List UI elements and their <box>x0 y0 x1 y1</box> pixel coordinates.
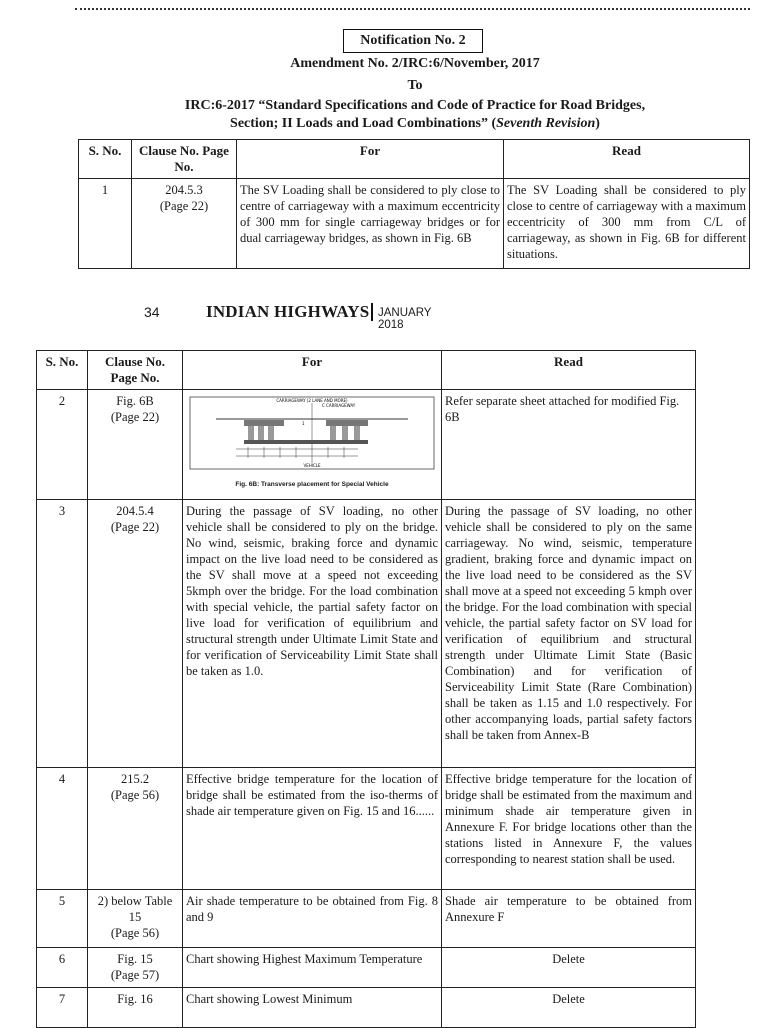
col-sno: S. No. <box>37 351 88 390</box>
row-clause: Fig. 6B (Page 22) <box>88 390 183 500</box>
table-row <box>37 500 696 768</box>
issue-date: JANUARY 2018 <box>378 307 432 331</box>
page-footer <box>60 302 460 331</box>
svg-text:C CARRIAGEWAY: C CARRIAGEWAY <box>322 403 356 408</box>
svg-text:1: 1 <box>302 421 305 426</box>
to-line: To <box>407 78 423 93</box>
col-for: For <box>237 140 504 179</box>
row-read: During the passage of SV loading, no other vehicle shall be considered to ply on the same carriageway. No wind, seismic, temperature gradient, braking force and dynamic impact on the live load need to be considered as the SV shall move at a speed not exceeding 5 kmph over the bridge. For the load combination with special vehicle, the partial safety factor on SV load for verification of equilibrium and structural strength under Ultimate Limit State (Basic Combination) and for verification of Serviceability Limit State (Rare Combination) shall be taken as 1.15 and 1.0 respectively. For other accompanying loads, partial safety factors shall be taken from Annex-B <box>442 500 696 768</box>
amendment-table-1 <box>78 139 750 269</box>
row-for: Chart showing Highest Maximum Temperature <box>183 948 442 988</box>
row-for: The SV Loading shall be considered to ply close to centre of carriageway with a maximum eccentricity of 300 mm for single carriageway bridges or for dual carriageway bridges, as shown in Fig. 6B <box>237 179 504 269</box>
row-read: Delete <box>442 988 696 1028</box>
table-row <box>37 768 696 890</box>
row-clause: Fig. 15 (Page 57) <box>88 948 183 988</box>
table-row <box>37 948 696 988</box>
row-clause: 2) below Table 15 (Page 56) <box>88 890 183 948</box>
svg-text:CARRIAGEWAY (2 LANE AND MORE): CARRIAGEWAY (2 LANE AND MORE) <box>276 398 348 403</box>
row-sno: 5 <box>37 890 88 948</box>
figure-6b-diagram <box>186 393 438 473</box>
table-header-row <box>79 140 750 179</box>
figure-caption: Fig. 6B: Transverse placement for Special Vehicle <box>235 481 389 488</box>
magazine-name: INDIAN HIGHWAYS <box>206 302 370 321</box>
row-for: During the passage of SV loading, no other vehicle shall be considered to ply on the bridge. No wind, seismic, braking force and dynamic impact on the live load need to be considered as the SV shall move at a speed not exceeding 5kmph over the bridge. For the load combination with special vehicle, the partial safety factor on live load for verification of equilibrium and structural strength under Ultimate Limit State and for verification of Serviceability Limit State shall be taken as 1.0. <box>183 500 442 768</box>
top-dotted-rule <box>75 0 750 10</box>
col-sno: S. No. <box>79 140 132 179</box>
table-row <box>37 890 696 948</box>
table-row <box>37 988 696 1028</box>
amendment-line: Amendment No. 2/IRC:6/November, 2017 <box>290 56 540 71</box>
row-clause: 204.5.4 (Page 22) <box>88 500 183 768</box>
row-sno: 3 <box>37 500 88 768</box>
row-clause: Fig. 16 <box>88 988 183 1028</box>
page-number: 34 <box>144 304 160 320</box>
row-read: Effective bridge temperature for the location of bridge shall be estimated from the maximum and minimum shade air temperature given in Annexure F. For bridge locations other than the stations listed in Annexure F, the values corresponding to nearest station shall be used. <box>442 768 696 890</box>
row-sno: 6 <box>37 948 88 988</box>
col-read: Read <box>442 351 696 390</box>
row-for: Air shade temperature to be obtained from Fig. 8 and 9 <box>183 890 442 948</box>
footer-divider <box>371 303 373 321</box>
row-read: Refer separate sheet attached for modified Fig. 6B <box>442 390 696 500</box>
row-sno: 2 <box>37 390 88 500</box>
amendment-table-2 <box>36 350 696 1028</box>
row-sno: 7 <box>37 988 88 1028</box>
standard-title-line2: Section; II Loads and Load Combinations” (Seventh Revision) <box>230 116 600 131</box>
table-row <box>37 390 696 500</box>
row-for: Chart showing Lowest Minimum <box>183 988 442 1028</box>
table-header-row <box>37 351 696 390</box>
row-read: Delete <box>442 948 696 988</box>
row-read: Shade air temperature to be obtained from Annexure F <box>442 890 696 948</box>
row-clause: 215.2 (Page 56) <box>88 768 183 890</box>
row-for: Effective bridge temperature for the location of bridge shall be estimated from the iso-therms of shade air temperature given on Fig. 15 and 16...... <box>183 768 442 890</box>
table-row <box>79 179 750 269</box>
row-sno: 1 <box>79 179 132 269</box>
row-sno: 4 <box>37 768 88 890</box>
notification-title: Notification No. 2 <box>343 29 483 53</box>
col-read: Read <box>504 140 750 179</box>
standard-title-line1: IRC:6-2017 “Standard Specifications and Code of Practice for Road Bridges, <box>184 98 646 113</box>
col-clause: Clause No. Page No. <box>132 140 237 179</box>
svg-text:VEHICLE: VEHICLE <box>303 463 321 468</box>
row-for-figure <box>183 390 442 500</box>
row-clause: 204.5.3 (Page 22) <box>132 179 237 269</box>
col-clause: Clause No. Page No. <box>88 351 183 390</box>
col-for: For <box>183 351 442 390</box>
row-read: The SV Loading shall be considered to ply close to centre of carriageway with a maximum eccentricity of 300 mm from C/L of carriageway, as shown in Fig. 6B for different situations. <box>504 179 750 269</box>
